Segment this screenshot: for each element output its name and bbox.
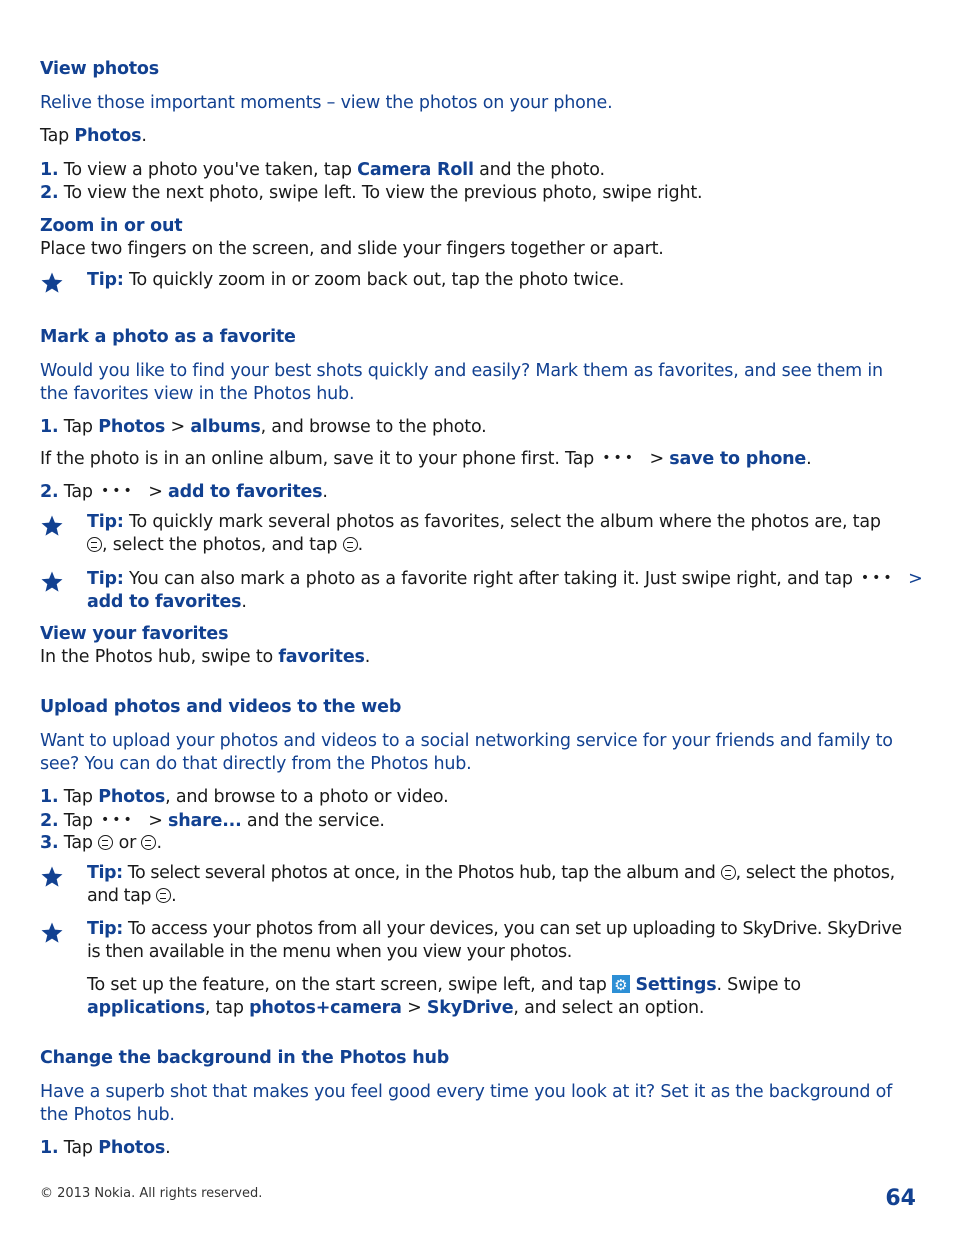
heading-view-favorites: View your favorites — [40, 624, 229, 644]
setup-instructions: To set up the feature, on the start screen, swipe left, and tap ⚙ Settings. Swipe to applications, tap photos+camera > SkyDrive, and select an option. — [87, 974, 801, 1020]
online-album-line: If the photo is in an online album, save it to your phone first. Tap ••• > save to phone. — [40, 449, 812, 469]
settings-gear-icon — [612, 975, 630, 993]
heading-upload: Upload photos and videos to the web — [40, 697, 402, 717]
intro-upload-2: see? You can do that directly from the Photos hub. — [40, 754, 472, 774]
zoom-text: Place two fingers on the screen, and slide your fingers together or apart. — [40, 239, 664, 259]
favorites-text: In the Photos hub, swipe to favorites. — [40, 647, 371, 667]
heading-change-background: Change the background in the Photos hub — [40, 1048, 450, 1068]
more-dots-icon: ••• — [100, 483, 135, 499]
more-dots-icon: ••• — [602, 450, 636, 466]
intro-mark-1: Would you like to find your best shots quickly and easily? Mark them as favorites, and see them in — [40, 361, 883, 381]
intro-background-1: Have a superb shot that makes you feel good every time you look at it? Set it as the background of — [40, 1082, 893, 1102]
step-1-background: 1. Tap Photos. — [40, 1138, 171, 1158]
heading-mark-favorite: Mark a photo as a favorite — [40, 327, 296, 347]
star-icon — [40, 570, 64, 594]
intro-view-photos: Relive those important moments – view the photos on your phone. — [40, 93, 613, 113]
heading-view-photos: View photos — [40, 59, 159, 79]
select-list-icon — [721, 865, 736, 880]
zoom-tip: Tip: To quickly zoom in or zoom back out, tap the photo twice. — [87, 270, 625, 290]
tap-photos-line: Tap Photos. — [40, 126, 147, 146]
intro-background-2: the Photos hub. — [40, 1105, 175, 1125]
heading-zoom: Zoom in or out — [40, 216, 183, 236]
intro-mark-2: the favorites view in the Photos hub. — [40, 384, 355, 404]
star-icon — [40, 921, 64, 945]
more-dots-icon: ••• — [100, 812, 135, 828]
select-list-icon — [87, 537, 102, 552]
step-2-view: 2. To view the next photo, swipe left. To view the previous photo, swipe right. — [40, 183, 703, 203]
add-favorite-icon — [343, 537, 358, 552]
tip-upload-1: Tip: To select several photos at once, in the Photos hub, tap the album and , select the photos, and tap . — [87, 863, 895, 906]
star-icon — [40, 865, 64, 889]
more-dots-icon: ••• — [860, 570, 895, 586]
share-icon — [156, 888, 171, 903]
page-number: 64 — [885, 1186, 916, 1211]
copyright: © 2013 Nokia. All rights reserved. — [40, 1186, 263, 1201]
upload-icon — [141, 835, 156, 850]
intro-upload-1: Want to upload your photos and videos to a social networking service for your friends and family to — [40, 731, 893, 751]
step-2-upload: 2. Tap ••• > share... and the service. — [40, 811, 385, 831]
share-icon — [98, 835, 113, 850]
tip-upload-2: Tip: To access your photos from all your devices, you can set up uploading to SkyDrive. SkyDrive is then available in the menu when you view your photos. — [87, 919, 902, 962]
step-1-upload: 1. Tap Photos, and browse to a photo or video. — [40, 787, 449, 807]
tip-mark-2: Tip: You can also mark a photo as a favorite right after taking it. Just swipe right, and tap ••• > add to favorites. — [87, 569, 923, 612]
step-2-mark: 2. Tap ••• > add to favorites. — [40, 482, 328, 502]
step-1-mark: 1. Tap Photos > albums, and browse to the photo. — [40, 417, 487, 437]
step-1-view: 1. To view a photo you've taken, tap Camera Roll and the photo. — [40, 160, 605, 180]
step-3-upload: 3. Tap or . — [40, 833, 162, 853]
star-icon — [40, 271, 64, 295]
star-icon — [40, 514, 64, 538]
tip-mark-1: Tip: To quickly mark several photos as favorites, select the album where the photos are, tap , select the photos, and tap . — [87, 512, 881, 555]
